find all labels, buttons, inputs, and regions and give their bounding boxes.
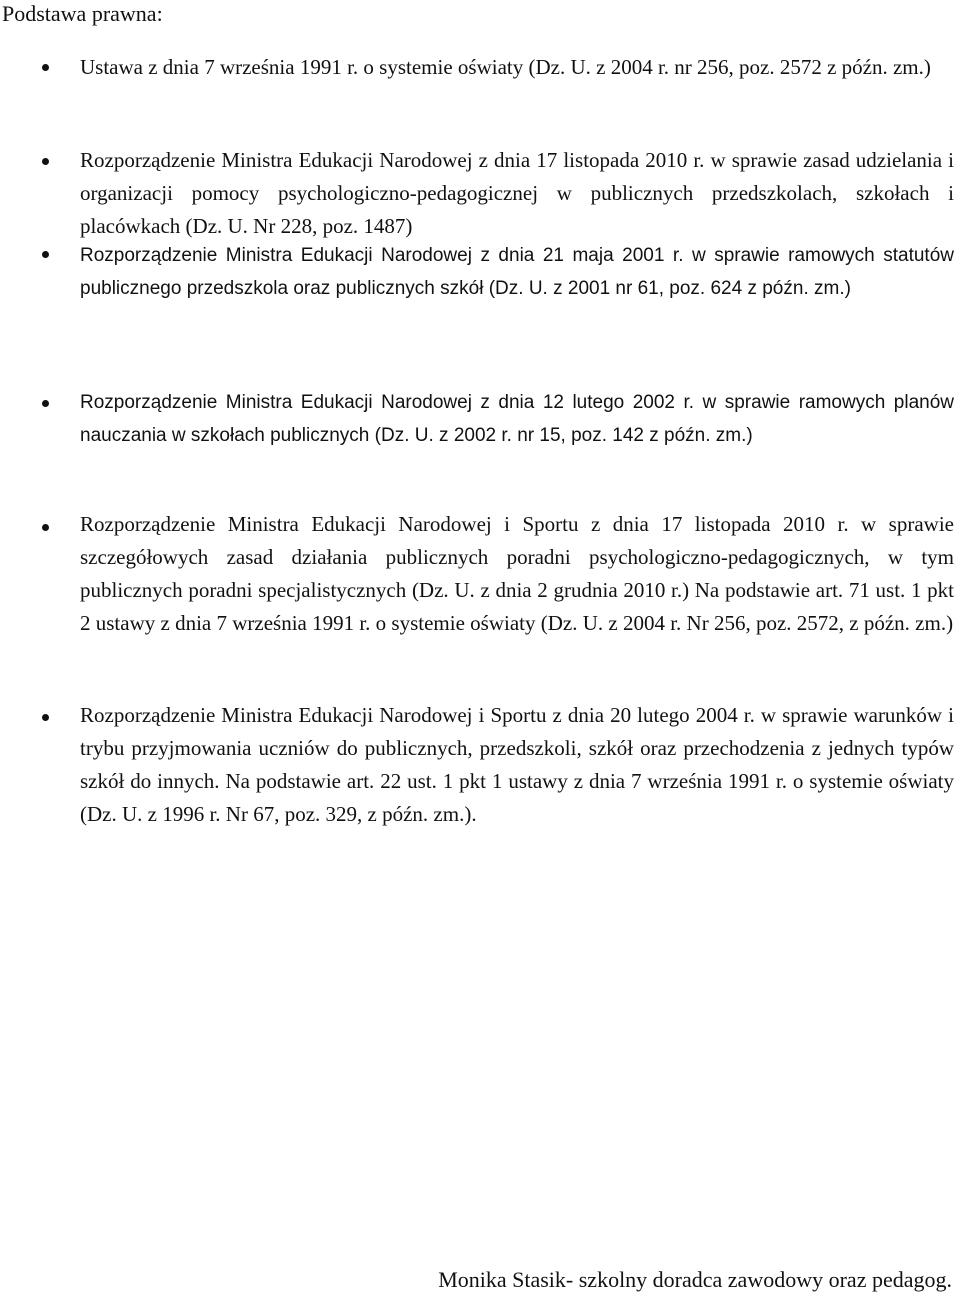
bullet-icon	[42, 714, 49, 721]
list-item: Rozporządzenie Ministra Edukacji Narodowej i Sportu z dnia 20 lutego 2004 r. w sprawie warunków i trybu przyjmowania uczniów do publicznych, przedszkoli, szkół oraz przechodzenia z jednych typów szkół do innych. Na podstawie art. 22 ust. 1 pkt 1 ustawy z dnia 7 września 1991 r. o systemie oświaty (Dz. U. z 1996 r. Nr 67, poz. 329, z późn. zm.).	[80, 703, 954, 826]
section-heading: Podstawa prawna:	[2, 1, 163, 26]
list-item: Rozporządzenie Ministra Edukacji Narodowej z dnia 17 listopada 2010 r. w sprawie zasad udzielania i organizacji pomocy psychologiczno-pedagogicznej w publicznych przedszkolach, szkołach i placówkach (Dz. U. Nr 228, poz. 1487)	[80, 148, 954, 238]
bullet-icon	[42, 400, 49, 407]
document-footer: Monika Stasik- szkolny doradca zawodowy oraz pedagog.	[438, 1267, 952, 1292]
bullet-icon	[42, 251, 49, 258]
bullet-icon	[42, 158, 49, 165]
list-item: Rozporządzenie Ministra Edukacji Narodowej z dnia 12 lutego 2002 r. w sprawie ramowych planów nauczania w szkołach publicznych (Dz. U. z 2002 r. nr 15, poz. 142 z późn. zm.)	[80, 392, 954, 446]
list-item: Ustawa z dnia 7 września 1991 r. o systemie oświaty (Dz. U. z 2004 r. nr 256, poz. 2572 z późn. zm.)	[80, 55, 931, 79]
list-item: Rozporządzenie Ministra Edukacji Narodowej z dnia 21 maja 2001 r. w sprawie ramowych statutów publicznego przedszkola oraz publicznych szkół (Dz. U. z 2001 nr 61, poz. 624 z późn. zm.)	[80, 245, 954, 299]
bullet-icon	[42, 64, 49, 71]
list-item: Rozporządzenie Ministra Edukacji Narodowej i Sportu z dnia 17 listopada 2010 r. w sprawie szczegółowych zasad działania publicznych poradni psychologiczno-pedagogicznych, w tym publicznych poradni specjalistycznych (Dz. U. z dnia 2 grudnia 2010 r.) Na podstawie art. 71 ust. 1 pkt 2 ustawy z dnia 7 września 1991 r. o systemie oświaty (Dz. U. z 2004 r. Nr 256, poz. 2572, z późn. zm.)	[80, 512, 954, 635]
bullet-icon	[42, 524, 49, 531]
